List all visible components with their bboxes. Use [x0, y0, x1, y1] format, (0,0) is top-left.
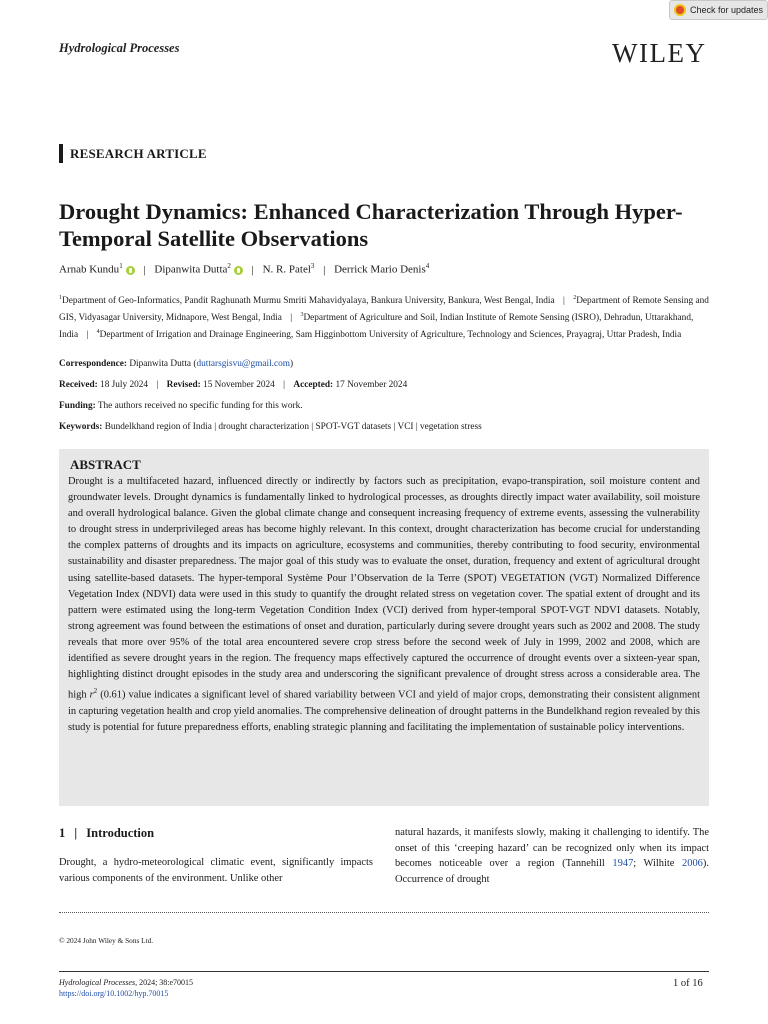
article-type: RESEARCH ARTICLE — [70, 146, 207, 161]
publisher-logo: WILEY — [612, 38, 707, 68]
intro-column-left: Drought, a hydro-meteorological climatic event, significantly impacts various components of the environment. Unlike other — [59, 857, 373, 884]
section-title: Introduction — [86, 826, 155, 840]
intro-text-part: ). Occurrence of drought — [395, 858, 709, 886]
author-affiliation-sup: 3 — [310, 262, 315, 270]
author-affiliation-sup: 4 — [425, 262, 430, 270]
r-symbol: r — [89, 689, 94, 701]
abstract-text-part: Drought is a multifaceted hazard, influenced directly or indirectly by factors such as precipitation, evapo-transpiration, soil moisture content and groundwater levels. Drought dynamics is fundamentally linked to hydrological processes, as droughts directly impact water availability, soil moisture and overall hydrological balance. Given the global climate change and consequent increasing frequency of extreme events, assessing the vulnerability to drought stress in underprivileged areas has become highly relevant. In this context, drought characterization has become crucial for understanding the complex patterns of droughts and its impacts on agriculture, ecosystems and communities, thereby contributing to food security, environmental sustainability and disaster preparedness. The major goal of this study was to evaluate the onset, duration, frequency and extent of agricultural drought using satellite-based datasets. The hyper-temporal Système Pour l’Observation de la Terre (SPOT) VEGETATION (VGT) Normalized Difference Vegetation Index (NDVI) data were used in this study to quantify the drought related stress on vegetation cover. The spatial extent of drought and its pattern were estimated using the long-term Vegetation Condition Index (VCI) derived from hyper-temporal SPOT-VGT NDVI datasets. Notably, strong agreement was found between the estimations of onset and duration, particularly during severe drought years such as 2002 and 2008. The study reveals that more over 95% of the total area encountered severe crop stress before the second week of July in 1999, 2002 and 2008, which are identified as severe drought years in the region. The frequency maps effectively captured the occurrence of drought events over a sixteen-year span, highlighting distinct drought episodes in the study area and underscoring the significant prevalence of drought stress across a considerable area. The high — [68, 476, 700, 701]
affiliation-sup: 4 — [96, 329, 100, 336]
check-for-updates-button[interactable] — [669, 0, 768, 20]
author-name[interactable]: Arnab Kundu — [59, 263, 120, 276]
affiliation: Department of Geo-Informatics, Pandit Raghunath Murmu Smriti Mahavidyalaya, Bankura University, Bankura, West Bengal, India — [62, 296, 555, 307]
separator: | — [562, 296, 565, 307]
copyright-notice: © 2024 John Wiley & Sons Ltd. — [59, 936, 154, 945]
page-number: 1 of 16 — [673, 978, 703, 989]
funding-text: The authors received no specific funding for this work. — [97, 401, 303, 411]
separator: | — [86, 330, 89, 341]
intro-text-part: natural hazards, it manifests slowly, making it challenging to identify. The onset of this ‘creeping hazard’ can be recognized only when its impact becomes noticeable over a region (Tannehill — [395, 827, 709, 870]
revised-label: Revised: — [166, 380, 201, 390]
update-badge-icon — [674, 4, 686, 16]
separator: | — [251, 263, 254, 276]
separator: | — [283, 380, 286, 390]
separator: | — [143, 263, 146, 276]
citation-link[interactable]: 1947 — [612, 858, 634, 870]
affiliation: Department of Agriculture and Soil, Indian Institute of Remote Sensing (ISRO), Dehradun, Uttarakhand, India — [59, 313, 694, 341]
author-affiliation-sup: 1 — [119, 262, 123, 270]
citation-link[interactable]: 2006 — [682, 858, 703, 870]
affiliation-sup: 3 — [300, 312, 304, 319]
author-name[interactable]: Derrick Mario Denis — [334, 263, 426, 276]
abstract-body — [68, 474, 700, 736]
author-affiliation-sup: 2 — [227, 262, 231, 270]
author-list — [59, 262, 429, 276]
separator: | — [156, 380, 159, 390]
r-superscript: 2 — [93, 687, 98, 696]
keywords — [59, 422, 482, 432]
revised-date: 15 November 2024 — [203, 380, 275, 390]
keywords-text: Bundelkhand region of India | drought characterization | SPOT-VGT datasets | VCI | vegetation stress — [104, 422, 482, 432]
abstract-text-part: (0.61) value indicates a significant level of shared variability between VCI and yield of major crops, demonstrating their consistent alignment in capturing vegetation health and crop yield anomalies. The comprehensive delineation of drought patterns in the Bundelkhand region revealed by this study is potential for future preparedness efforts, enabling strategic planning and facilitating the implementation of sustainable policy interventions. — [68, 689, 700, 733]
intro-column-right — [395, 825, 709, 888]
affiliation: Department of Irrigation and Drainage Engineering, Sam Higginbottom University of Agriculture, Technology and Sciences, Prayagraj, Uttar Pradesh, India — [99, 330, 682, 341]
correspondence-name: Dipanwita Dutta — [129, 359, 192, 369]
affiliation: Department of Remote Sensing and GIS, Vidyasagar University, Midnapore, West Bengal, India — [59, 296, 709, 324]
orcid-icon[interactable] — [126, 266, 135, 275]
journal-name: Hydrological Processes — [59, 41, 180, 55]
check-for-updates-label: Check for updates — [690, 5, 764, 15]
orcid-icon[interactable] — [234, 266, 243, 275]
section-heading — [59, 826, 154, 841]
keywords-label: Keywords: — [59, 422, 103, 432]
separator: | — [74, 826, 78, 840]
article-title: Drought Dynamics: Enhanced Characterization Through Hyper-Temporal Satellite Observations — [59, 199, 683, 251]
intro-text-part: ; Wilhite — [633, 858, 683, 870]
correspondence: Correspondence: Dipanwita Dutta (duttarsgisvu@gmail.com) — [59, 359, 294, 369]
footer-divider — [59, 971, 709, 972]
abstract-heading: ABSTRACT — [70, 457, 141, 472]
doi-link[interactable]: https://doi.org/10.1002/hyp.70015 — [59, 989, 169, 998]
affiliation-sup: 1 — [59, 295, 62, 301]
received-label: Received: — [59, 380, 98, 390]
accepted-date: 17 November 2024 — [335, 380, 408, 390]
author-name[interactable]: Dipanwita Dutta — [154, 263, 228, 276]
affiliations — [59, 291, 711, 342]
author-name[interactable]: N. R. Patel — [262, 263, 311, 276]
separator: | — [323, 263, 326, 276]
footer-citation — [59, 978, 193, 987]
accepted-label: Accepted: — [293, 380, 334, 390]
article-type-marker — [59, 144, 63, 163]
footnote-divider — [59, 912, 709, 913]
footer-journal-name: Hydrological Processes — [59, 978, 136, 987]
correspondence-label: Correspondence: — [59, 359, 127, 369]
section-number: 1 — [59, 826, 66, 840]
affiliation-sup: 2 — [573, 295, 577, 301]
received-date: 18 July 2024 — [100, 380, 149, 390]
footer-volume: , 2024; 38:e70015 — [135, 978, 194, 987]
funding-label: Funding: — [59, 401, 96, 411]
separator: | — [290, 313, 293, 324]
article-dates — [59, 380, 407, 390]
funding — [59, 401, 303, 411]
correspondence-email-link[interactable]: duttarsgisvu@gmail.com — [196, 359, 290, 369]
